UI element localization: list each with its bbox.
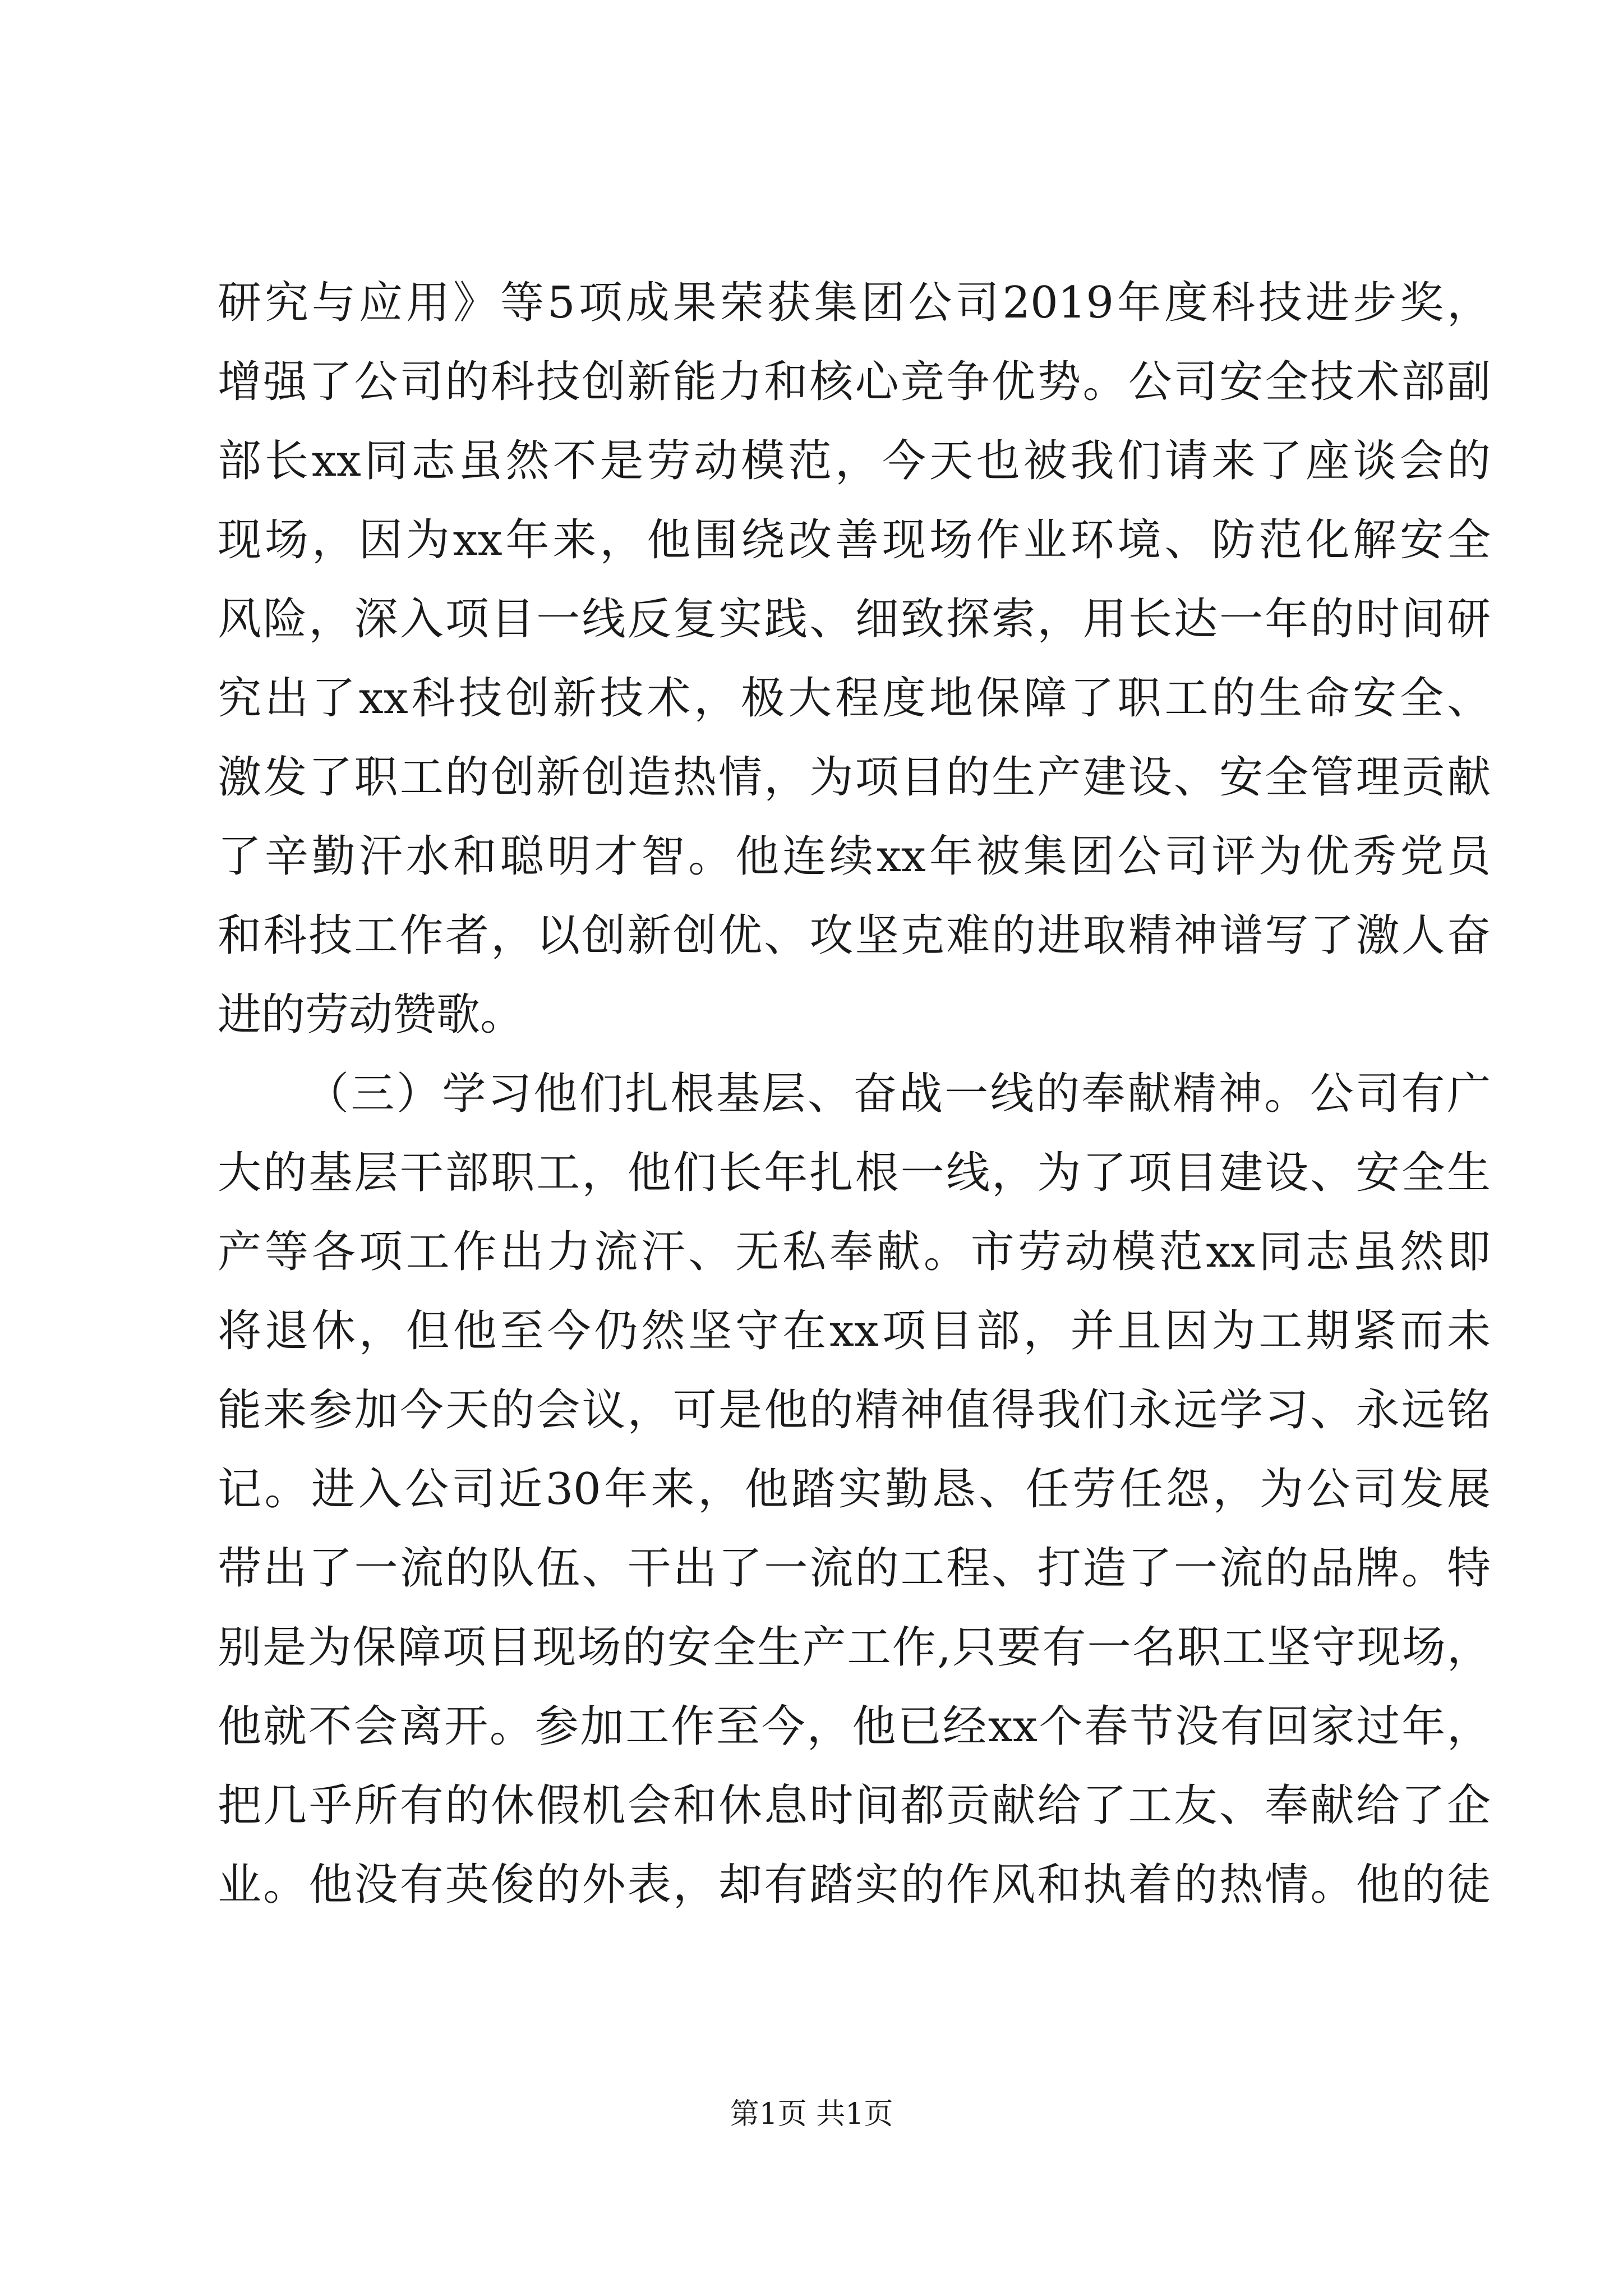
paragraph-line: 和科技工作者，以创新创优、攻坚克难的进取精神谱写了激人奋	[218, 910, 1491, 961]
page-footer: 第1页 共1页	[730, 2097, 893, 2131]
paragraph-line: 记。进入公司近30年来，他踏实勤恳、任劳任怨，为公司发展	[218, 1464, 1491, 1515]
paragraph-line: 大的基层干部职工，他们长年扎根一线，为了项目建设、安全生	[218, 1148, 1491, 1198]
paragraph-line: 别是为保障项目现场的安全生产工作,只要有一名职工坚守现场，	[218, 1622, 1491, 1673]
paragraph-line: 他就不会离开。参加工作至今，他已经xx个春节没有回家过年，	[218, 1701, 1491, 1752]
paragraph-line: 部长xx同志虽然不是劳动模范，今天也被我们请来了座谈会的	[218, 436, 1491, 486]
paragraph-line: 风险，深入项目一线反复实践、细致探索，用长达一年的时间研	[218, 594, 1491, 645]
paragraph-line: 现场，因为xx年来，他围绕改善现场作业环境、防范化解安全	[218, 515, 1491, 565]
section-heading-line: （三）学习他们扎根基层、奋战一线的奉献精神。公司有广	[305, 1069, 1491, 1119]
paragraph-last-line: 进的劳动赞歌。	[218, 990, 524, 1040]
paragraph-line: 究出了xx科技创新技术，极大程度地保障了职工的生命安全、	[218, 673, 1491, 724]
paragraph-line: 业。他没有英俊的外表，却有踏实的作风和执着的热情。他的徒	[218, 1860, 1491, 1910]
paragraph-line: 产等各项工作出力流汗、无私奉献。市劳动模范xx同志虽然即	[218, 1227, 1491, 1277]
paragraph-line: 增强了公司的科技创新能力和核心竞争优势。公司安全技术部副	[218, 357, 1491, 407]
paragraph-line: 能来参加今天的会议，可是他的精神值得我们永远学习、永远铭	[218, 1385, 1491, 1435]
paragraph-line: 研究与应用》等5项成果荣获集团公司2019年度科技进步奖，	[218, 278, 1491, 328]
paragraph-line: 带出了一流的队伍、干出了一流的工程、打造了一流的品牌。特	[218, 1543, 1491, 1594]
paragraph-line: 把几乎所有的休假机会和休息时间都贡献给了工友、奉献给了企	[218, 1780, 1491, 1831]
paragraph-line: 激发了职工的创新创造热情，为项目的生产建设、安全管理贡献	[218, 752, 1491, 803]
paragraph-line: 将退休，但他至今仍然坚守在xx项目部，并且因为工期紧而未	[218, 1306, 1491, 1356]
paragraph-line: 了辛勤汗水和聪明才智。他连续xx年被集团公司评为优秀党员	[218, 831, 1491, 882]
